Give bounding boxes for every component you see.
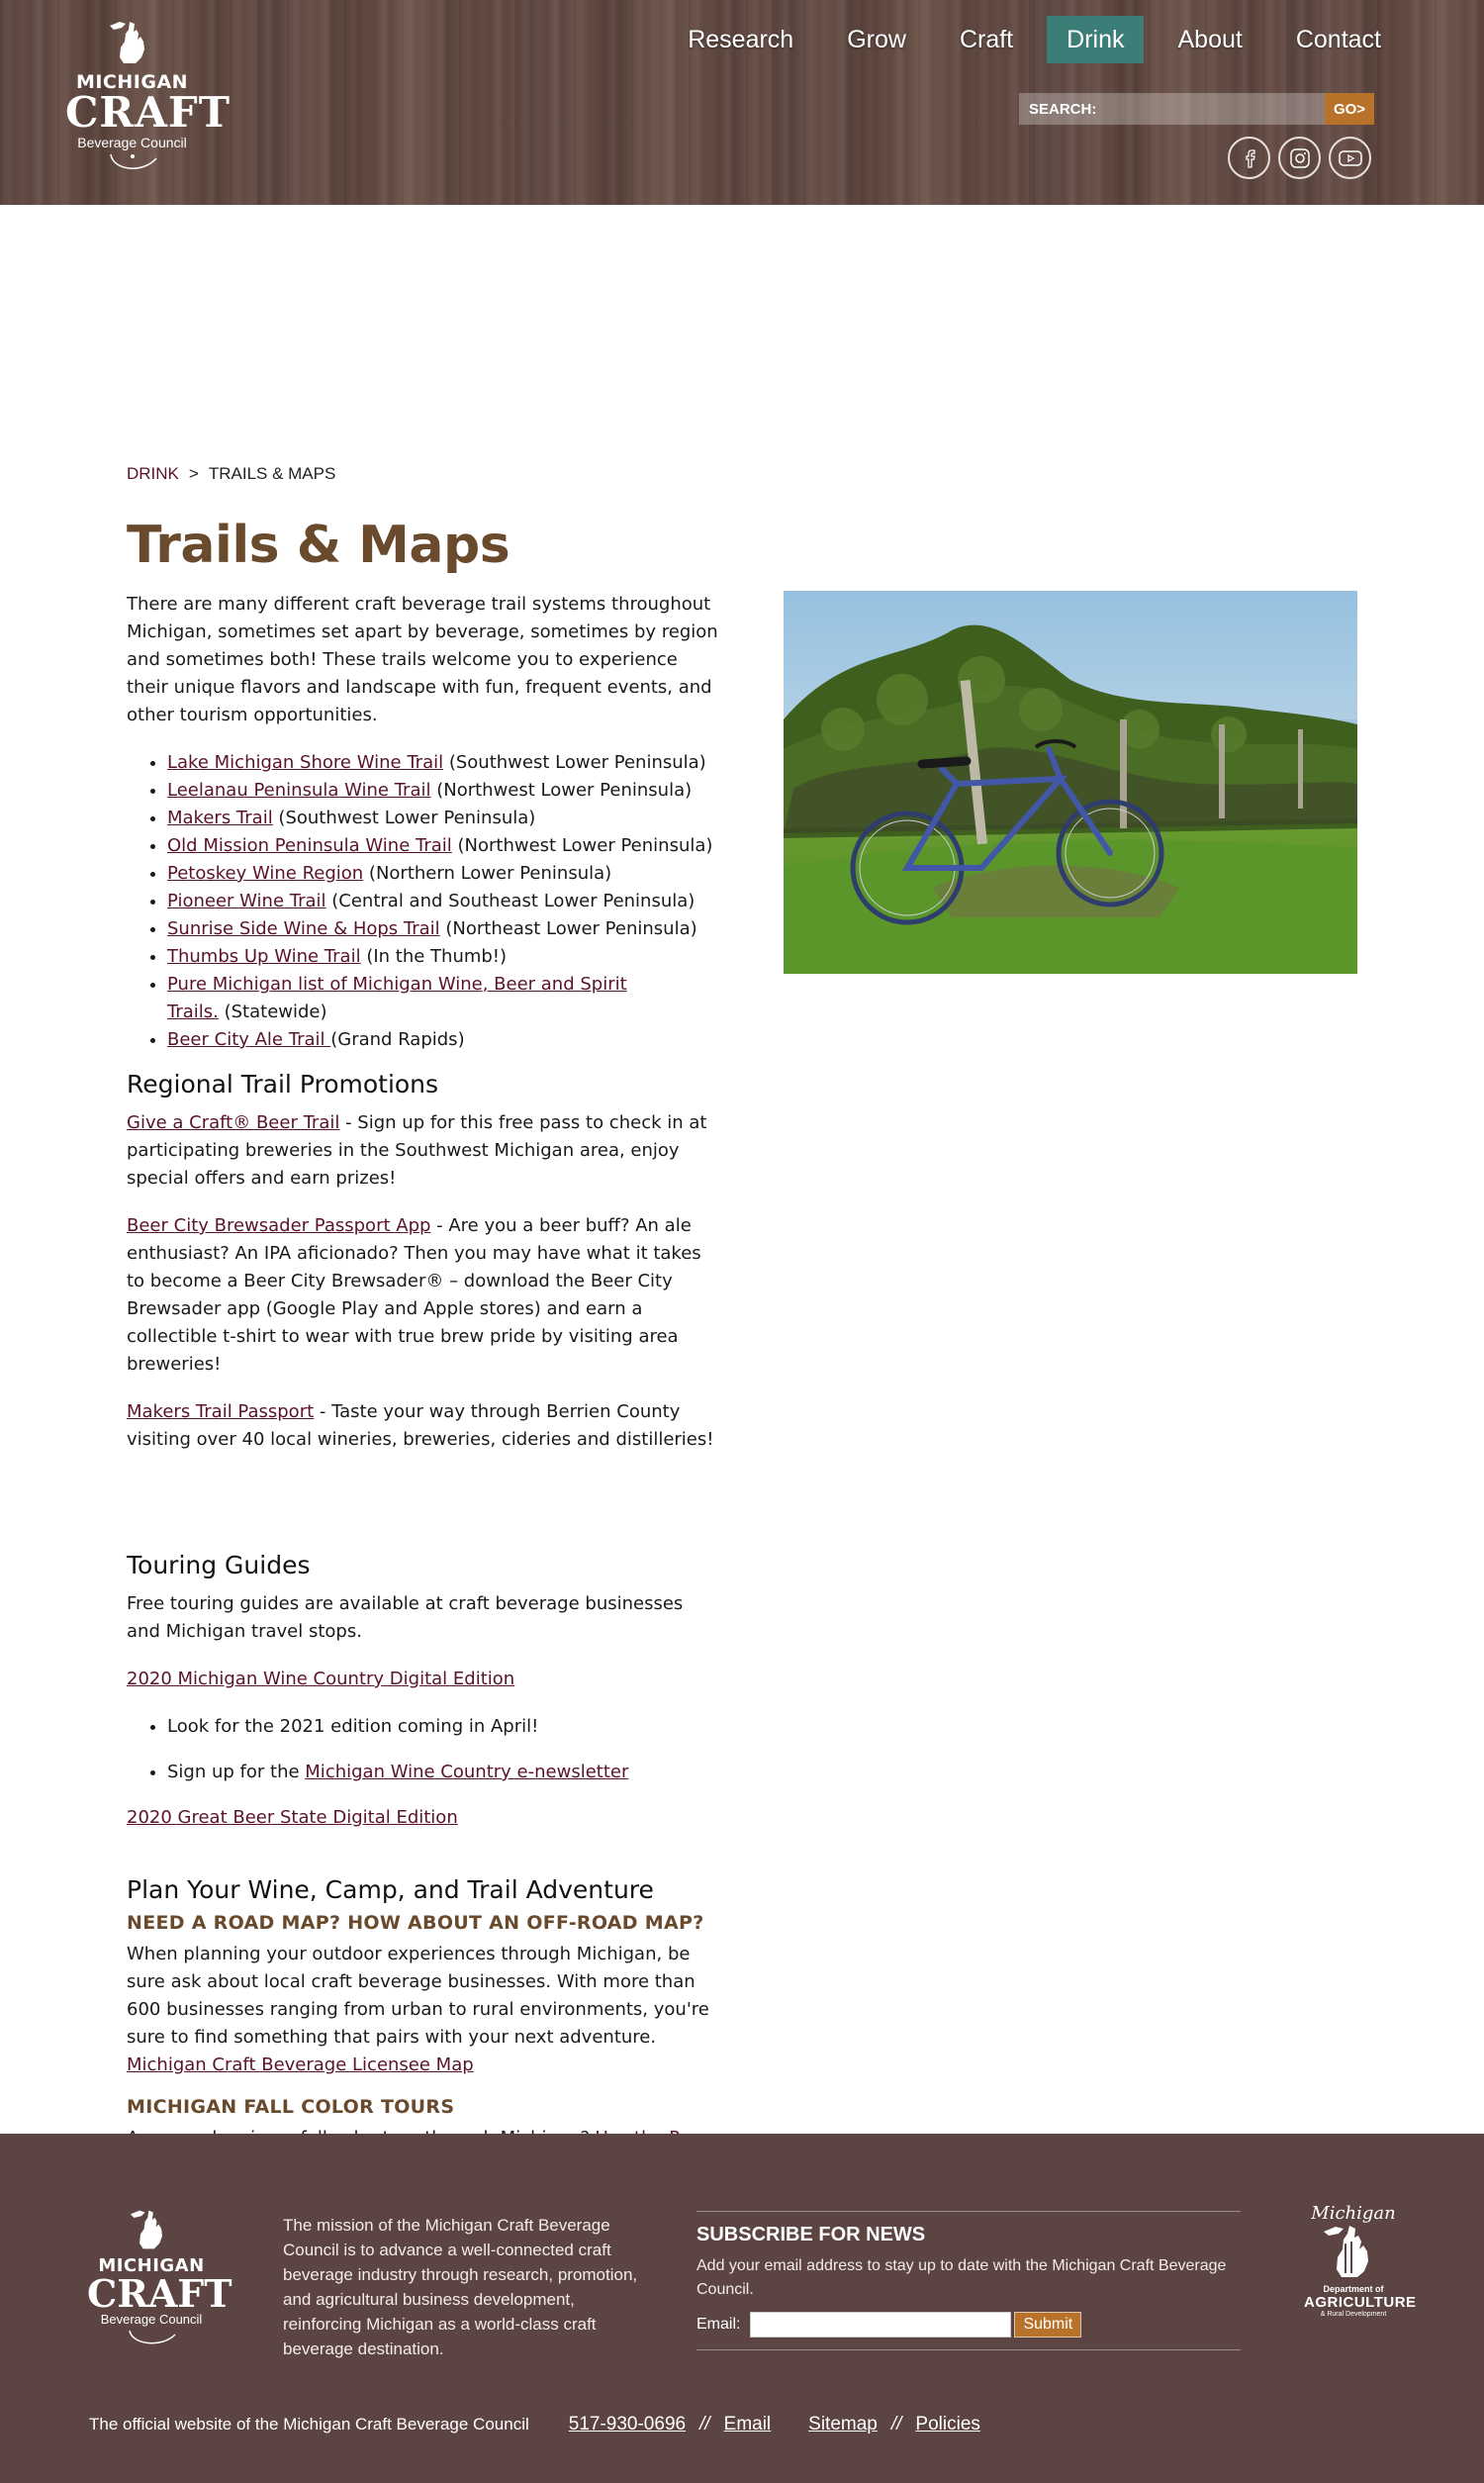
michigan-map-icon xyxy=(129,2208,174,2251)
subscribe-row xyxy=(696,2312,1241,2338)
wine-country-link[interactable]: 2020 Michigan Wine Country Digital Edition xyxy=(127,1669,515,1689)
list-item xyxy=(167,1759,720,1786)
promo-link[interactable]: Makers Trail Passport xyxy=(127,1401,315,1422)
regional-item xyxy=(127,1212,720,1379)
list-item xyxy=(167,971,657,1026)
regional-item xyxy=(127,1398,720,1454)
list-item xyxy=(167,805,720,832)
trail-region: (Central and Southeast Lower Peninsula) xyxy=(325,891,696,911)
subscribe-description: Add your email address to stay up to date with the Michigan Craft Beverage Council. xyxy=(696,2257,1227,2298)
trail-link[interactable]: Thumbs Up Wine Trail xyxy=(167,946,361,967)
footer-logo-line-1: MICHIGAN xyxy=(98,2255,205,2276)
site-logo[interactable] xyxy=(65,20,231,180)
fall-color-subheading: MICHIGAN FALL COLOR TOURS xyxy=(127,2096,455,2118)
touring-beer xyxy=(127,1804,720,1832)
trail-region: (Northeast Lower Peninsula) xyxy=(439,918,697,939)
trail-link[interactable]: Leelanau Peninsula Wine Trail xyxy=(167,780,431,801)
footer-separator: // xyxy=(890,2414,902,2435)
policies-link[interactable]: Policies xyxy=(915,2414,980,2435)
nav-craft[interactable]: Craft xyxy=(959,26,1014,53)
road-map-paragraph xyxy=(127,1941,720,2079)
social-links xyxy=(1228,137,1379,179)
nav-grow[interactable]: Grow xyxy=(847,26,906,53)
great-beer-state-link[interactable]: 2020 Great Beer State Digital Edition xyxy=(127,1807,458,1828)
logo-line-2: CRAFT xyxy=(65,88,231,137)
page-title: Trails & Maps xyxy=(127,516,510,575)
trail-region: (Grand Rapids) xyxy=(330,1029,465,1050)
trail-link[interactable]: Sunrise Side Wine & Hops Trail xyxy=(167,918,440,939)
promo-text: - Are you a beer buff? An ale enthusiast? An IPA aficionado? Then you may have what it takes to become a Beer City Brewsader® – download the Beer City Brewsader app (Google Play and Apple stores) and earn a collectible t-shirt to wear with true brew pride by visiting area breweries! xyxy=(127,1215,701,1375)
regional-heading: Regional Trail Promotions xyxy=(127,1070,439,1098)
article-body xyxy=(127,591,720,2228)
road-map-text: When planning your outdoor experiences through Michigan, be sure ask about local craft beverage businesses. With more than 600 businesses ranging from urban to rural environments, you're sure to find something that pairs with your next adventure. xyxy=(127,1944,709,2048)
licensee-map-link[interactable]: Michigan Craft Beverage Licensee Map xyxy=(127,2054,474,2075)
footer-logo-line-3: Beverage Council xyxy=(100,2312,203,2327)
footer-separator: // xyxy=(699,2414,710,2435)
nav-drink[interactable]: Drink xyxy=(1047,16,1144,63)
regional-item xyxy=(127,1109,720,1193)
trail-region: (Northwest Lower Peninsula) xyxy=(451,835,713,856)
trail-link[interactable]: Beer City Ale Trail xyxy=(167,1029,331,1050)
list-item xyxy=(167,1026,720,1054)
logo-line-3: Beverage Council xyxy=(77,135,187,150)
touring-list xyxy=(167,1713,720,1786)
dept-script: Michigan xyxy=(1311,2203,1396,2224)
site-header xyxy=(0,0,1484,205)
newsletter-text: Sign up for the xyxy=(167,1762,306,1782)
list-item xyxy=(167,943,720,971)
logo-swirl-icon xyxy=(122,2327,181,2348)
breadcrumb-current: TRAILS & MAPS xyxy=(208,464,336,483)
trail-region: (In the Thumb!) xyxy=(360,946,508,967)
list-item xyxy=(167,888,720,915)
nav-contact[interactable]: Contact xyxy=(1295,26,1381,53)
main-nav xyxy=(654,16,1401,63)
logo-line-1: MICHIGAN xyxy=(75,71,189,93)
road-map-subheading: NEED A ROAD MAP? HOW ABOUT AN OFF-ROAD MAP? xyxy=(127,1912,704,1934)
email-field[interactable] xyxy=(750,2312,1011,2338)
breadcrumb-separator: > xyxy=(188,464,199,483)
michigan-dept-icon xyxy=(1322,2224,1385,2279)
logo-swirl-icon xyxy=(103,150,162,174)
breadcrumb xyxy=(127,464,335,484)
mdard-logo[interactable] xyxy=(1304,2203,1417,2318)
dept-line-1: Department of xyxy=(1323,2284,1384,2294)
trail-region: (Southwest Lower Peninsula) xyxy=(443,752,706,773)
email-label: Email: xyxy=(696,2316,741,2333)
search-label: SEARCH: xyxy=(1029,100,1097,118)
phone-link[interactable]: 517-930-0696 xyxy=(568,2414,687,2435)
michigan-map-icon xyxy=(108,20,157,65)
facebook-icon[interactable] xyxy=(1228,137,1270,179)
trail-link[interactable]: Lake Michigan Shore Wine Trail xyxy=(167,752,444,773)
trail-region: (Northwest Lower Peninsula) xyxy=(430,780,693,801)
trail-link[interactable]: Pioneer Wine Trail xyxy=(167,891,326,911)
adventure-heading: Plan Your Wine, Camp, and Trail Adventure xyxy=(127,1875,654,1904)
list-item xyxy=(167,832,720,860)
subscribe-title: SUBSCRIBE FOR NEWS xyxy=(696,2224,926,2245)
subscribe-form xyxy=(696,2211,1241,2350)
search-bar xyxy=(1019,93,1374,125)
promo-text: - Taste your way through Berrien County visiting over 40 local wineries, breweries, cideries and distilleries! xyxy=(127,1401,714,1450)
trail-region: (Southwest Lower Peninsula) xyxy=(272,808,536,828)
list-item: • Look for the 2021 edition coming in April! xyxy=(167,1713,720,1741)
list-item xyxy=(167,915,720,943)
footer-bottom-bar xyxy=(89,2414,980,2435)
touring-heading: Touring Guides xyxy=(127,1551,311,1579)
intro-paragraph: There are many different craft beverage trail systems throughout Michigan, sometimes set apart by beverage, sometimes by region and sometimes both! These trails welcome you to experience their unique flavors and landscape with fun, frequent events, and other tourism opportunities. xyxy=(127,594,718,725)
touring-intro: Free touring guides are available at craft beverage businesses and Michigan travel stops. xyxy=(127,1593,684,1642)
dept-line-2: AGRICULTURE xyxy=(1304,2294,1417,2311)
instagram-icon[interactable] xyxy=(1278,137,1321,179)
promo-link[interactable]: Beer City Brewsader Passport App xyxy=(127,1215,431,1236)
promo-link[interactable]: Give a Craft® Beer Trail xyxy=(127,1112,340,1133)
list-item xyxy=(167,749,720,777)
footer-logo-line-2: CRAFT xyxy=(87,2271,232,2316)
main-content xyxy=(0,205,1484,2134)
mission-statement: The mission of the Michigan Craft Beverage Council is to advance a well-connected craft beverage industry through research, promotion, and agricultural business development, reinforcing Michigan as a world-class craft beverage destination. xyxy=(283,2216,638,2358)
youtube-icon[interactable] xyxy=(1329,137,1371,179)
promo-text: - Sign up for this free pass to check in at participating breweries in the Southwest Michigan area, enjoy special offers and earn prizes! xyxy=(127,1112,707,1189)
search-go-button[interactable]: GO> xyxy=(1325,93,1374,125)
trail-link[interactable]: Makers Trail xyxy=(167,808,273,828)
submit-button[interactable]: Submit xyxy=(1014,2312,1081,2338)
nav-about[interactable]: About xyxy=(1177,26,1243,53)
email-link[interactable]: Email xyxy=(723,2414,772,2435)
list-item xyxy=(167,860,720,888)
list-item xyxy=(167,777,720,805)
footer-logo[interactable] xyxy=(87,2208,232,2352)
touring-wine xyxy=(127,1666,720,1693)
trail-link[interactable]: Petoskey Wine Region xyxy=(167,863,364,884)
trail-link[interactable]: Pure Michigan list of Michigan Wine, Beer and Spirit Trails. xyxy=(167,974,627,1022)
dept-line-3: & Rural Development xyxy=(1320,2311,1387,2318)
newsletter-link[interactable]: Michigan Wine Country e-newsletter xyxy=(305,1762,629,1782)
nav-research[interactable]: Research xyxy=(688,26,794,53)
breadcrumb-drink[interactable]: DRINK xyxy=(127,464,179,483)
trail-region: (Northern Lower Peninsula) xyxy=(363,863,612,884)
sitemap-link[interactable]: Sitemap xyxy=(808,2414,878,2435)
search-box xyxy=(1019,93,1325,125)
site-footer xyxy=(0,2134,1484,2483)
official-site-text: The official website of the Michigan Craft Beverage Council xyxy=(89,2415,529,2434)
trail-list xyxy=(167,749,720,1054)
trail-link[interactable]: Old Mission Peninsula Wine Trail xyxy=(167,835,452,856)
vineyard-bicycle-photo xyxy=(784,591,1357,974)
trail-region: (Statewide) xyxy=(218,1002,327,1022)
search-input[interactable] xyxy=(1104,93,1325,125)
